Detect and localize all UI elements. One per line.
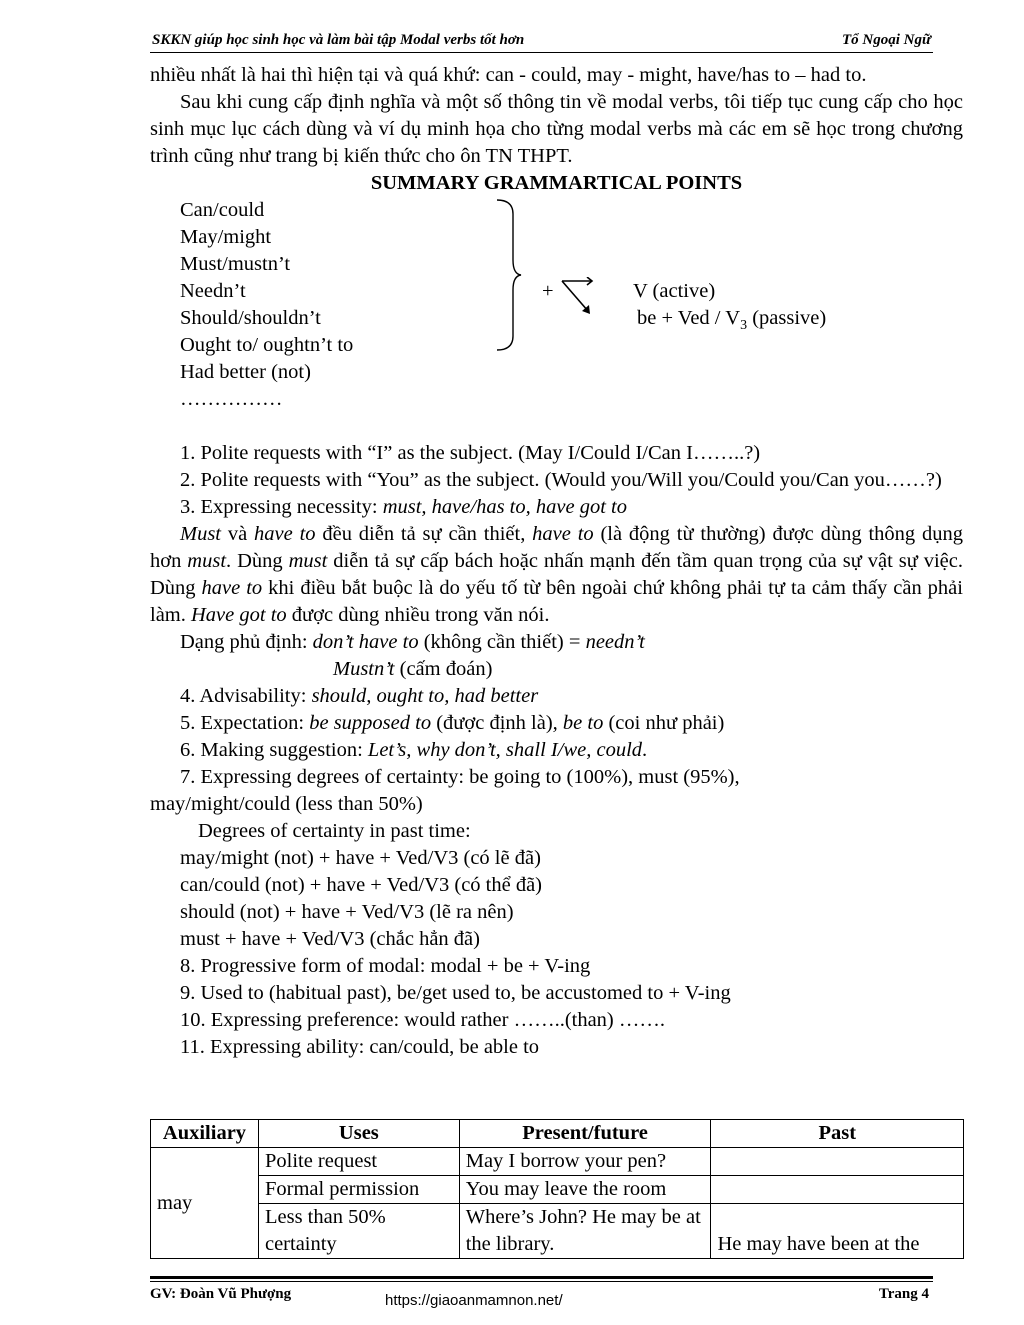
footer-author: GV: Đoàn Vũ Phượng bbox=[150, 1286, 292, 1302]
column-header: Uses bbox=[258, 1120, 459, 1148]
modal-item: Ought to/ oughtn’t to bbox=[180, 334, 354, 356]
point-7-continuation: may/might/could (less than 50%) bbox=[150, 793, 423, 815]
page-number: Trang 4 bbox=[878, 1286, 929, 1302]
point-8: 8. Progressive form of modal: modal + be + V-ing bbox=[180, 955, 591, 977]
summary-diagram bbox=[150, 197, 963, 413]
negative-form-mustnt: Mustn’t (cấm đoán) bbox=[333, 658, 493, 680]
modal-item: Had better (not) bbox=[180, 361, 311, 383]
modal-item: Needn’t bbox=[180, 280, 246, 302]
modal-item: May/might bbox=[180, 226, 272, 248]
modal-item: Should/shouldn’t bbox=[180, 307, 321, 329]
point-5: 5. Expectation: be supposed to (được định là), be to (coi như phải) bbox=[180, 712, 725, 734]
uses-cell: Polite request bbox=[258, 1148, 459, 1176]
past-certainty-item: must + have + Ved/V3 (chắc hẳn đã) bbox=[180, 928, 480, 950]
passive-option: be + Ved / $V_3$ (passive) bbox=[637, 307, 827, 334]
present-cell: Where’s John? He may be at the library. bbox=[459, 1204, 711, 1259]
auxiliary-cell: may bbox=[151, 1148, 259, 1259]
past-cell bbox=[711, 1176, 964, 1204]
document-body bbox=[150, 62, 963, 1061]
uses-cell: Less than 50% certainty bbox=[258, 1204, 459, 1259]
past-certainty-heading: Degrees of certainty in past time: bbox=[198, 820, 471, 842]
point-3-explanation: Must và have to đều diễn tả sự cần thiết, have to (là động từ thường) được dùng thông dụng hơn must. Dùng must diễn tả sự cấp bách hoặc nhấn mạnh đến tầm quan trọng của sự vật sự việc. Dùng have to khi điều bắt buộc là do yếu tố từ bên ngoài chứ không phải tự ta cảm thấy cần phải làm. Have got to được dùng nhiều trong văn nói. bbox=[150, 523, 964, 626]
point-10: 10. Expressing preference: would rather ……..(than) ……. bbox=[180, 1009, 666, 1031]
negative-form: Dạng phủ định: don’t have to (không cần thiết) = needn’t bbox=[180, 631, 645, 653]
point-7: 7. Expressing degrees of certainty: be going to (100%), must (95%), bbox=[180, 766, 740, 788]
footer-url-link[interactable]: https://giaoanmamnon.net/ bbox=[385, 1292, 563, 1309]
point-2: 2. Polite requests with “You” as the subject. (Would you/Will you/Could you/Can you……?) bbox=[180, 469, 942, 491]
point-11: 11. Expressing ability: can/could, be able to bbox=[180, 1036, 540, 1058]
header-rule bbox=[150, 52, 933, 53]
point-6: 6. Making suggestion: Let’s, why don’t, shall I/we, could. bbox=[180, 739, 648, 761]
column-header: Past bbox=[711, 1120, 964, 1148]
present-cell: May I borrow your pen? bbox=[459, 1148, 711, 1176]
table-row bbox=[151, 1204, 964, 1259]
header-department: Tổ Ngoại Ngữ bbox=[842, 32, 931, 48]
past-certainty-item: should (not) + have + Ved/V3 (lẽ ra nên) bbox=[180, 901, 514, 923]
modal-item: Can/could bbox=[180, 199, 265, 221]
past-certainty-item: can/could (not) + have + Ved/V3 (có thể đã) bbox=[180, 874, 543, 896]
active-option: V (active) bbox=[633, 280, 716, 302]
summary-title: SUMMARY GRAMMARTICAL POINTS bbox=[370, 172, 743, 194]
modal-usage-table bbox=[150, 1119, 964, 1259]
intro-continuation: nhiều nhất là hai thì hiện tại và quá khứ: can - could, may - might, have/has to – had to. bbox=[150, 64, 867, 86]
header-title: SKKN giúp học sinh học và làm bài tập Modal verbs tốt hơn bbox=[152, 32, 525, 48]
right-brace-icon bbox=[495, 198, 525, 352]
split-arrows-icon bbox=[558, 277, 598, 317]
past-cell bbox=[711, 1148, 964, 1176]
intro-paragraph: Sau khi cung cấp định nghĩa và một số thông tin về modal verbs, tôi tiếp tục cung cấp cho học sinh mục lục cách dùng và ví dụ minh họa cho từng modal verbs mà các em sẽ học trong chương trình cũng như trang bị kiến thức cho ôn TN THPT. bbox=[150, 91, 963, 167]
table-row bbox=[151, 1148, 964, 1176]
footer-rule bbox=[150, 1281, 933, 1282]
footer-rule bbox=[150, 1276, 933, 1279]
column-header: Auxiliary bbox=[151, 1120, 259, 1148]
point-9: 9. Used to (habitual past), be/get used to, be accustomed to + V-ing bbox=[180, 982, 731, 1004]
modal-item: …………… bbox=[180, 388, 283, 410]
table-row bbox=[151, 1176, 964, 1204]
past-certainty-item: may/might (not) + have + Ved/V3 (có lẽ đã) bbox=[180, 847, 541, 869]
table-header-row bbox=[151, 1120, 964, 1148]
past-cell: He may have been at the bbox=[711, 1204, 964, 1259]
column-header: Present/future bbox=[459, 1120, 711, 1148]
modal-item: Must/mustn’t bbox=[180, 253, 291, 275]
plus-sign: + bbox=[542, 280, 554, 302]
point-1: 1. Polite requests with “I” as the subject. (May I/Could I/Can I……..?) bbox=[180, 442, 761, 464]
point-4: 4. Advisability: should, ought to, had better bbox=[180, 685, 539, 707]
point-3: 3. Expressing necessity: must, have/has to, have got to bbox=[180, 496, 627, 518]
page-header bbox=[150, 30, 933, 52]
present-cell: You may leave the room bbox=[459, 1176, 711, 1204]
uses-cell: Formal permission bbox=[258, 1176, 459, 1204]
